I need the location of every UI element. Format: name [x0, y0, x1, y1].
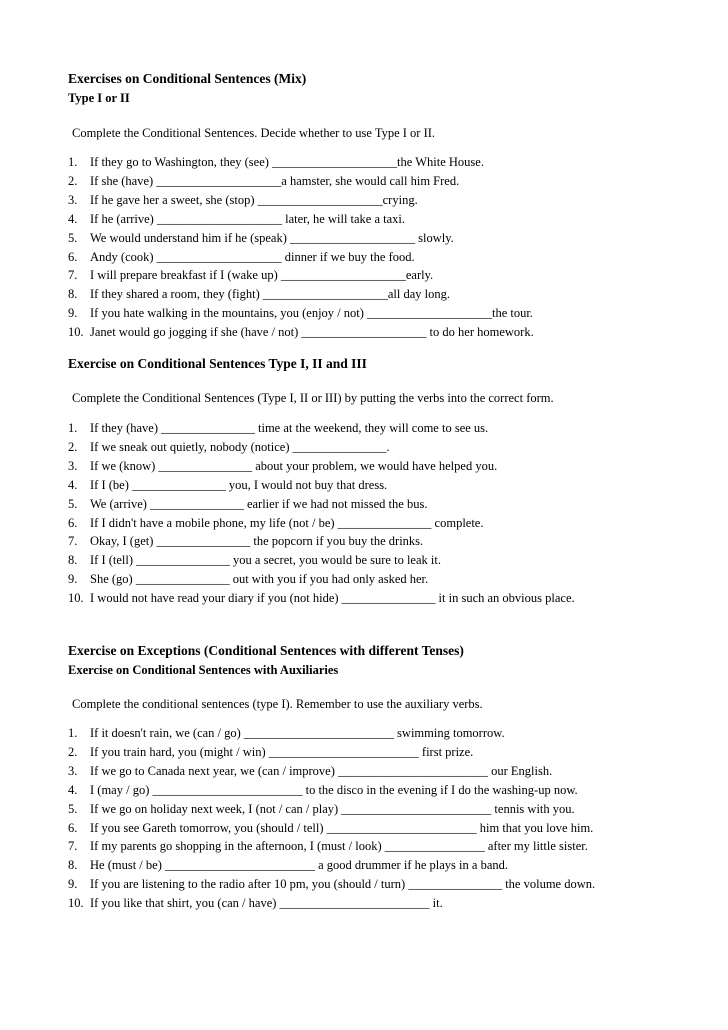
item-text: I would not have read your diary if you (not hide) _______________ it in such an obvious place.	[90, 591, 575, 606]
exercise-item	[68, 724, 688, 743]
exercise-item	[68, 495, 688, 514]
item-text: If she (have) ____________________a hamster, she would call him Fred.	[90, 173, 460, 188]
item-number: 2.	[68, 173, 78, 188]
item-number: 6.	[68, 249, 78, 264]
section-title: Exercise on Conditional Sentences Type I, II and III	[68, 356, 367, 371]
item-text: If they go to Washington, they (see) ____________________the White House.	[90, 155, 484, 169]
item-text: If you like that shirt, you (can / have) ________________________ it.	[90, 896, 443, 911]
exercise-item	[68, 266, 688, 285]
item-number: 3.	[68, 763, 78, 778]
item-number: 7.	[68, 268, 78, 283]
exercise-item	[68, 172, 688, 191]
exercise-item	[68, 285, 688, 304]
item-text: If my parents go shopping in the afternoon, I (must / look) ________________ after my little sister.	[90, 839, 588, 854]
exercise-list	[68, 419, 688, 608]
exercise-item	[68, 875, 688, 894]
item-text: Andy (cook) ____________________ dinner if we buy the food.	[90, 249, 415, 264]
item-text: If I (be) _______________ you, I would not buy that dress.	[90, 477, 388, 492]
section-subtitle: Exercise on Conditional Sentences with Auxiliaries	[68, 663, 339, 677]
item-text: He (must / be) ________________________ a good drummer if he plays in a band.	[90, 858, 508, 873]
item-text: I (may / go) ________________________ to the disco in the evening if I do the washing-up now.	[90, 782, 578, 797]
exercise-item	[68, 781, 688, 800]
item-text: If it doesn't rain, we (can / go) ________________________ swimming tomorrow.	[90, 726, 505, 740]
item-text: If you see Gareth tomorrow, you (should / tell) ________________________ him that you love him.	[90, 820, 594, 835]
item-number: 3.	[68, 458, 78, 473]
item-number: 9.	[68, 306, 78, 321]
item-number: 4.	[68, 211, 78, 226]
item-number: 10.	[68, 896, 84, 911]
item-number: 2.	[68, 744, 78, 759]
exercise-item	[68, 419, 688, 438]
section-exceptions	[68, 642, 688, 913]
item-number: 2.	[68, 439, 78, 454]
section-subtitle: Type I or II	[68, 91, 130, 105]
item-number: 10.	[68, 591, 84, 606]
section-instruction: Complete the Conditional Sentences. Decide whether to use Type I or II.	[72, 126, 436, 140]
exercise-item	[68, 589, 688, 608]
exercise-item	[68, 438, 688, 457]
item-number: 10.	[68, 325, 84, 340]
item-number: 8.	[68, 553, 78, 568]
exercise-item	[68, 856, 688, 875]
item-text: If we sneak out quietly, nobody (notice) _______________.	[90, 439, 390, 454]
item-text: I will prepare breakfast if I (wake up) ____________________early.	[90, 268, 434, 283]
exercise-item	[68, 551, 688, 570]
section-title: Exercise on Exceptions (Conditional Sentences with different Tenses)	[68, 643, 464, 658]
item-text: We would understand him if he (speak) ____________________ slowly.	[90, 230, 454, 245]
item-text: Janet would go jogging if she (have / not) ____________________ to do her homework.	[90, 325, 534, 340]
item-number: 1.	[68, 726, 78, 740]
exercise-item	[68, 210, 688, 229]
exercise-item	[68, 894, 688, 913]
item-text: If they shared a room, they (fight) ____________________all day long.	[90, 287, 450, 302]
item-number: 5.	[68, 230, 78, 245]
exercise-item	[68, 743, 688, 762]
item-text: If you hate walking in the mountains, you (enjoy / not) ____________________the tour.	[90, 306, 533, 321]
item-number: 8.	[68, 858, 78, 873]
exercise-item	[68, 457, 688, 476]
exercise-item	[68, 229, 688, 248]
item-number: 4.	[68, 477, 78, 492]
exercise-item	[68, 800, 688, 819]
exercise-item	[68, 514, 688, 533]
exercise-item	[68, 153, 688, 172]
exercise-item	[68, 819, 688, 838]
exercise-item	[68, 304, 688, 323]
section-instruction: Complete the conditional sentences (type I). Remember to use the auxiliary verbs.	[72, 697, 483, 711]
item-text: If he gave her a sweet, she (stop) ____________________crying.	[90, 192, 418, 207]
item-text: If we (know) _______________ about your problem, we would have helped you.	[90, 458, 498, 473]
item-number: 9.	[68, 877, 78, 892]
item-number: 1.	[68, 421, 78, 435]
exercise-list	[68, 153, 688, 342]
exercise-list	[68, 724, 688, 913]
item-text: If I didn't have a mobile phone, my life (not / be) _______________ complete.	[90, 515, 484, 530]
item-text: She (go) _______________ out with you if you had only asked her.	[90, 572, 429, 587]
section-instruction: Complete the Conditional Sentences (Type I, II or III) by putting the verbs into the correct form.	[72, 391, 554, 405]
item-number: 6.	[68, 820, 78, 835]
item-number: 5.	[68, 496, 78, 511]
exercise-item	[68, 837, 688, 856]
exercise-item	[68, 323, 688, 342]
item-text: If he (arrive) ____________________ later, he will take a taxi.	[90, 211, 406, 226]
item-text: If we go to Canada next year, we (can / improve) ________________________ our English.	[90, 763, 553, 778]
section-title: Exercises on Conditional Sentences (Mix)	[68, 71, 307, 86]
item-text: We (arrive) _______________ earlier if we had not missed the bus.	[90, 496, 428, 511]
item-number: 5.	[68, 801, 78, 816]
item-text: If we go on holiday next week, I (not / can / play) ________________________ tennis with you.	[90, 801, 575, 816]
item-text: If you train hard, you (might / win) ________________________ first prize.	[90, 744, 474, 759]
item-number: 8.	[68, 287, 78, 302]
item-text: Okay, I (get) _______________ the popcorn if you buy the drinks.	[90, 534, 424, 549]
item-text: If they (have) _______________ time at the weekend, they will come to see us.	[90, 421, 489, 435]
exercise-item	[68, 762, 688, 781]
item-number: 7.	[68, 534, 78, 549]
item-text: If you are listening to the radio after 10 pm, you (should / turn) _______________ the volume down.	[90, 877, 596, 892]
item-text: If I (tell) _______________ you a secret, you would be sure to leak it.	[90, 553, 441, 568]
exercise-item	[68, 532, 688, 551]
item-number: 9.	[68, 572, 78, 587]
item-number: 4.	[68, 782, 78, 797]
item-number: 6.	[68, 515, 78, 530]
exercise-item	[68, 191, 688, 210]
exercise-item	[68, 570, 688, 589]
exercise-item	[68, 476, 688, 495]
exercise-item	[68, 248, 688, 267]
section-types-i-ii-iii	[68, 355, 688, 608]
section-mix	[68, 70, 688, 342]
item-number: 7.	[68, 839, 78, 854]
item-number: 1.	[68, 155, 78, 169]
item-number: 3.	[68, 192, 78, 207]
